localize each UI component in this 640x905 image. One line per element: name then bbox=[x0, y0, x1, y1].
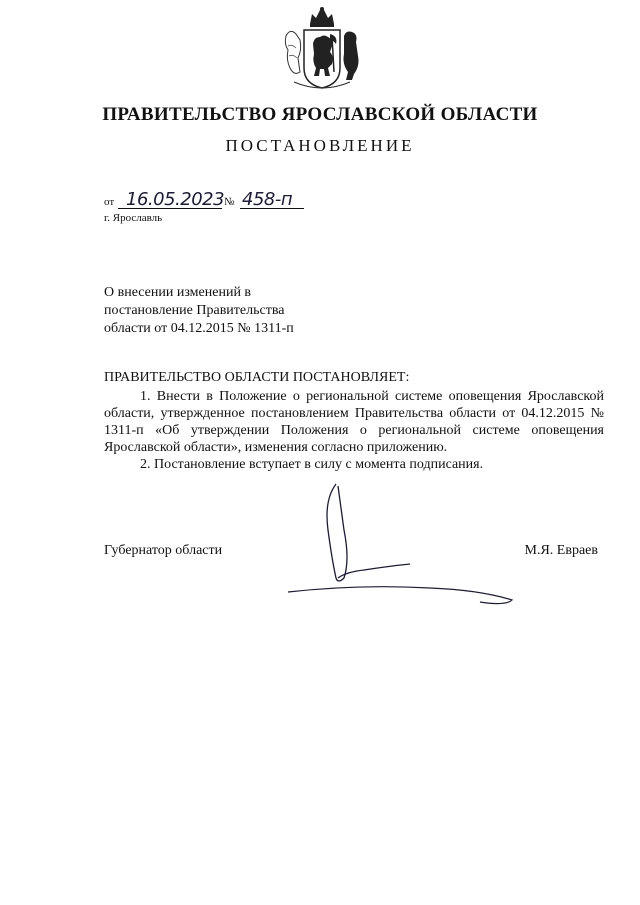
date-prefix: от bbox=[104, 196, 115, 208]
handwritten-date: 16.05.2023 bbox=[126, 189, 225, 210]
handwritten-signature bbox=[280, 480, 530, 610]
subject-line: постановление Правительства bbox=[104, 303, 285, 318]
document-subject bbox=[104, 284, 364, 338]
signer-name: М.Я. Евраев bbox=[524, 543, 598, 558]
document-type: ПОСТАНОВЛЕНИЕ bbox=[225, 136, 415, 155]
document-body bbox=[104, 388, 604, 473]
city: г. Ярославль bbox=[104, 212, 163, 224]
number-prefix: № bbox=[224, 196, 235, 208]
registration-line bbox=[104, 186, 324, 214]
signer-position: Губернатор области bbox=[104, 543, 223, 558]
coat-of-arms-bear-icon bbox=[280, 6, 364, 92]
handwritten-number: 458-п bbox=[242, 189, 293, 210]
organization-title: ПРАВИТЕЛЬСТВО ЯРОСЛАВСКОЙ ОБЛАСТИ bbox=[102, 104, 538, 125]
subject-line: О внесении изменений в bbox=[104, 285, 252, 300]
subject-line: области от 04.12.2015 № 1311-п bbox=[104, 321, 294, 336]
decree-heading: ПРАВИТЕЛЬСТВО ОБЛАСТИ ПОСТАНОВЛЯЕТ: bbox=[104, 370, 410, 385]
body-paragraph: 1. Внести в Положение о региональной системе оповещения Ярославской области, утвержденное постановлением Правительства области от 04.12.2015 № 1311-п «Об утверждении Положения о региональной системе оповещения Ярославской области», изменения согласно приложению. bbox=[104, 389, 604, 455]
body-paragraph: 2. Постановление вступает в силу с момента подписания. bbox=[140, 457, 484, 472]
